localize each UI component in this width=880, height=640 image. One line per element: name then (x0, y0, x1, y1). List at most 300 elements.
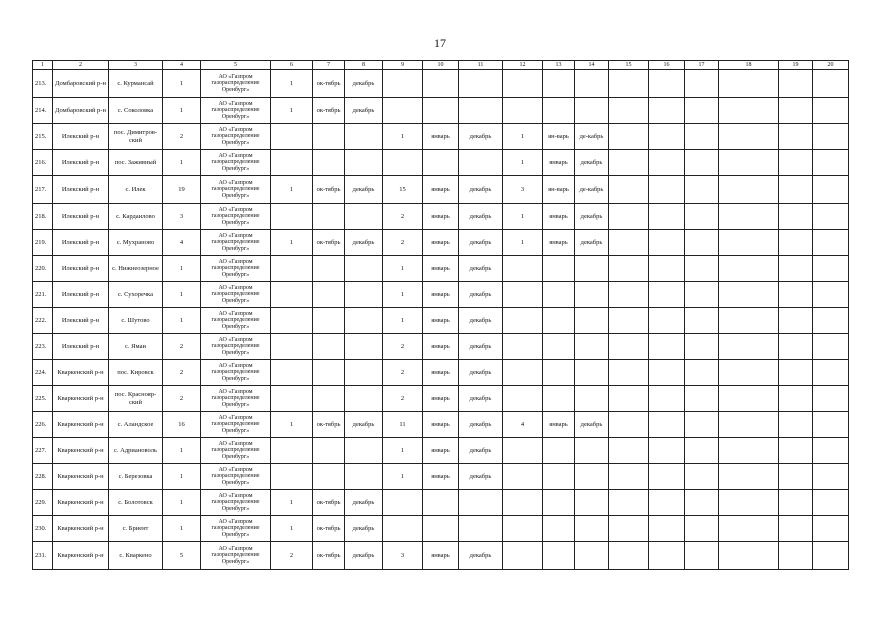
col14-cell: декабрь (575, 204, 609, 230)
col10-cell: январь (423, 230, 459, 256)
col14-cell (575, 438, 609, 464)
organization-cell: АО «Газпром газораспределение Оренбург» (201, 542, 271, 570)
col20-cell (813, 386, 849, 412)
col8-cell (345, 386, 383, 412)
col9-cell (383, 516, 423, 542)
col19-cell (779, 334, 813, 360)
col7-cell: ок-тябрь (313, 490, 345, 516)
table-row (33, 334, 849, 360)
col18-cell (719, 230, 779, 256)
col18-cell (719, 124, 779, 150)
col12-cell (503, 282, 543, 308)
col7-cell (313, 438, 345, 464)
col19-cell (779, 70, 813, 98)
col8-cell: декабрь (345, 176, 383, 204)
col18-cell (719, 386, 779, 412)
settlement-cell: с. Курмансай (109, 70, 163, 98)
col17-cell (685, 70, 719, 98)
district-cell: Кваркенский р-н (53, 490, 109, 516)
table-body (33, 70, 849, 570)
district-cell: Илекский р-н (53, 308, 109, 334)
row-number: 215. (33, 124, 53, 150)
row-number: 217. (33, 176, 53, 204)
col6-cell: 1 (271, 490, 313, 516)
col20-cell (813, 98, 849, 124)
column-header: 19 (779, 61, 813, 70)
col13-cell: январь (543, 412, 575, 438)
settlement-cell: пос. Димитров-ский (109, 124, 163, 150)
col10-cell: январь (423, 412, 459, 438)
col7-cell (313, 334, 345, 360)
col13-cell (543, 308, 575, 334)
col7-cell: ок-тябрь (313, 98, 345, 124)
district-cell: Илекский р-н (53, 282, 109, 308)
col15-cell (609, 282, 649, 308)
organization-cell: АО «Газпром газораспределение Оренбург» (201, 360, 271, 386)
col18-cell (719, 70, 779, 98)
count-cell: 1 (163, 438, 201, 464)
col6-cell: 2 (271, 542, 313, 570)
col9-cell: 1 (383, 308, 423, 334)
col17-cell (685, 464, 719, 490)
district-cell: Илекский р-н (53, 230, 109, 256)
table-row (33, 412, 849, 438)
col8-cell: декабрь (345, 516, 383, 542)
column-header: 20 (813, 61, 849, 70)
count-cell: 1 (163, 256, 201, 282)
organization-cell: АО «Газпром газораспределение Оренбург» (201, 334, 271, 360)
col15-cell (609, 360, 649, 386)
col7-cell (313, 256, 345, 282)
col18-cell (719, 438, 779, 464)
page-number: 17 (434, 36, 446, 50)
table-row (33, 230, 849, 256)
col10-cell: январь (423, 464, 459, 490)
organization-cell: АО «Газпром газораспределение Оренбург» (201, 282, 271, 308)
col11-cell: декабрь (459, 334, 503, 360)
col17-cell (685, 516, 719, 542)
table-row (33, 70, 849, 98)
col15-cell (609, 490, 649, 516)
col19-cell (779, 360, 813, 386)
district-cell: Кваркенский р-н (53, 464, 109, 490)
col17-cell (685, 542, 719, 570)
col15-cell (609, 150, 649, 176)
col10-cell: январь (423, 438, 459, 464)
organization-cell: АО «Газпром газораспределение Оренбург» (201, 98, 271, 124)
col13-cell (543, 464, 575, 490)
col20-cell (813, 124, 849, 150)
table-row (33, 150, 849, 176)
col19-cell (779, 386, 813, 412)
col10-cell (423, 150, 459, 176)
col6-cell (271, 308, 313, 334)
col14-cell: декабрь (575, 412, 609, 438)
column-header: 2 (53, 61, 109, 70)
col18-cell (719, 542, 779, 570)
col11-cell (459, 98, 503, 124)
col19-cell (779, 230, 813, 256)
settlement-cell: с. Болотовск (109, 490, 163, 516)
settlement-cell: с. Ямаи (109, 334, 163, 360)
col11-cell (459, 150, 503, 176)
count-cell: 1 (163, 490, 201, 516)
col10-cell: январь (423, 308, 459, 334)
col6-cell (271, 386, 313, 412)
row-number: 228. (33, 464, 53, 490)
col8-cell: декабрь (345, 542, 383, 570)
col11-cell: декабрь (459, 176, 503, 204)
col8-cell (345, 334, 383, 360)
organization-cell: АО «Газпром газораспределение Оренбург» (201, 150, 271, 176)
col19-cell (779, 124, 813, 150)
col18-cell (719, 282, 779, 308)
col11-cell: декабрь (459, 230, 503, 256)
district-cell: Илекский р-н (53, 204, 109, 230)
col18-cell (719, 334, 779, 360)
settlement-cell: пос. Краснояр-ский (109, 386, 163, 412)
col16-cell (649, 490, 685, 516)
col15-cell (609, 386, 649, 412)
table-row (33, 360, 849, 386)
col8-cell: декабрь (345, 490, 383, 516)
col15-cell (609, 70, 649, 98)
district-cell: Илекский р-н (53, 124, 109, 150)
col6-cell: 1 (271, 70, 313, 98)
organization-cell: АО «Газпром газораспределение Оренбург» (201, 516, 271, 542)
row-number: 230. (33, 516, 53, 542)
col14-cell (575, 70, 609, 98)
table-header (33, 61, 849, 70)
column-header: 3 (109, 61, 163, 70)
col8-cell (345, 282, 383, 308)
settlement-cell: с. Мухраново (109, 230, 163, 256)
col9-cell: 3 (383, 542, 423, 570)
col11-cell: декабрь (459, 282, 503, 308)
col20-cell (813, 230, 849, 256)
district-cell: Илекский р-н (53, 150, 109, 176)
col11-cell: декабрь (459, 438, 503, 464)
col9-cell: 1 (383, 124, 423, 150)
row-number: 220. (33, 256, 53, 282)
col9-cell: 1 (383, 282, 423, 308)
col9-cell (383, 70, 423, 98)
col7-cell: ок-тябрь (313, 176, 345, 204)
col16-cell (649, 386, 685, 412)
row-number: 222. (33, 308, 53, 334)
col6-cell (271, 464, 313, 490)
col7-cell: ок-тябрь (313, 412, 345, 438)
col12-cell (503, 70, 543, 98)
count-cell: 1 (163, 70, 201, 98)
column-header: 1 (33, 61, 53, 70)
col11-cell: декабрь (459, 412, 503, 438)
row-number: 213. (33, 70, 53, 98)
row-number: 223. (33, 334, 53, 360)
settlement-cell: с. Адриановоль (109, 438, 163, 464)
col9-cell: 2 (383, 360, 423, 386)
count-cell: 2 (163, 386, 201, 412)
col16-cell (649, 176, 685, 204)
col6-cell (271, 438, 313, 464)
row-number: 226. (33, 412, 53, 438)
organization-cell: АО «Газпром газораспределение Оренбург» (201, 438, 271, 464)
district-cell: Илекский р-н (53, 256, 109, 282)
column-header: 5 (201, 61, 271, 70)
col12-cell (503, 464, 543, 490)
settlement-cell: с. Бриент (109, 516, 163, 542)
col14-cell (575, 386, 609, 412)
col8-cell: декабрь (345, 70, 383, 98)
col8-cell (345, 464, 383, 490)
col9-cell: 2 (383, 386, 423, 412)
col8-cell (345, 204, 383, 230)
row-number: 218. (33, 204, 53, 230)
organization-cell: АО «Газпром газораспределение Оренбург» (201, 308, 271, 334)
table-row (33, 256, 849, 282)
col14-cell (575, 542, 609, 570)
column-header: 12 (503, 61, 543, 70)
col12-cell (503, 516, 543, 542)
col18-cell (719, 412, 779, 438)
col18-cell (719, 516, 779, 542)
col19-cell (779, 308, 813, 334)
col14-cell: декабрь (575, 150, 609, 176)
settlement-cell: с. Илек (109, 176, 163, 204)
col14-cell (575, 308, 609, 334)
col10-cell: январь (423, 256, 459, 282)
col13-cell (543, 438, 575, 464)
col8-cell (345, 360, 383, 386)
col13-cell (543, 256, 575, 282)
col15-cell (609, 412, 649, 438)
row-number: 221. (33, 282, 53, 308)
col13-cell (543, 334, 575, 360)
col20-cell (813, 204, 849, 230)
col7-cell: ок-тябрь (313, 230, 345, 256)
col10-cell: январь (423, 386, 459, 412)
settlement-cell: с. Сухоречка (109, 282, 163, 308)
col8-cell: декабрь (345, 412, 383, 438)
col8-cell: декабрь (345, 230, 383, 256)
column-header: 10 (423, 61, 459, 70)
col12-cell: 4 (503, 412, 543, 438)
col6-cell (271, 334, 313, 360)
col17-cell (685, 230, 719, 256)
col20-cell (813, 438, 849, 464)
col16-cell (649, 308, 685, 334)
col13-cell (543, 386, 575, 412)
col18-cell (719, 360, 779, 386)
col8-cell (345, 256, 383, 282)
organization-cell: АО «Газпром газораспределение Оренбург» (201, 464, 271, 490)
col9-cell: 15 (383, 176, 423, 204)
col12-cell: 1 (503, 230, 543, 256)
column-header: 11 (459, 61, 503, 70)
table-row (33, 516, 849, 542)
col9-cell (383, 490, 423, 516)
col15-cell (609, 204, 649, 230)
col13-cell: январь (543, 204, 575, 230)
col14-cell (575, 98, 609, 124)
col12-cell (503, 360, 543, 386)
count-cell: 1 (163, 308, 201, 334)
col16-cell (649, 282, 685, 308)
col9-cell: 1 (383, 256, 423, 282)
col8-cell: декабрь (345, 98, 383, 124)
col9-cell (383, 150, 423, 176)
col16-cell (649, 542, 685, 570)
col17-cell (685, 334, 719, 360)
col9-cell (383, 98, 423, 124)
table-row (33, 542, 849, 570)
settlement-cell: с. Нижнеозерное (109, 256, 163, 282)
col15-cell (609, 230, 649, 256)
district-cell: Кваркенский р-н (53, 386, 109, 412)
column-header: 4 (163, 61, 201, 70)
organization-cell: АО «Газпром газораспределение Оренбург» (201, 176, 271, 204)
col18-cell (719, 204, 779, 230)
col17-cell (685, 308, 719, 334)
table-row (33, 124, 849, 150)
col10-cell (423, 516, 459, 542)
table-row (33, 98, 849, 124)
col16-cell (649, 412, 685, 438)
col20-cell (813, 542, 849, 570)
col17-cell (685, 490, 719, 516)
table-row (33, 282, 849, 308)
district-cell: Домбаровский р-н (53, 70, 109, 98)
col16-cell (649, 438, 685, 464)
district-cell: Илекский р-н (53, 334, 109, 360)
col10-cell: январь (423, 176, 459, 204)
col18-cell (719, 98, 779, 124)
column-header: 6 (271, 61, 313, 70)
col10-cell: январь (423, 124, 459, 150)
col18-cell (719, 490, 779, 516)
col17-cell (685, 412, 719, 438)
col20-cell (813, 490, 849, 516)
col8-cell (345, 308, 383, 334)
col7-cell (313, 308, 345, 334)
col7-cell (313, 124, 345, 150)
col6-cell (271, 360, 313, 386)
row-number: 214. (33, 98, 53, 124)
col11-cell: декабрь (459, 124, 503, 150)
settlement-cell: с. Березовка (109, 464, 163, 490)
col15-cell (609, 334, 649, 360)
col10-cell: январь (423, 542, 459, 570)
district-cell: Кваркенский р-н (53, 516, 109, 542)
row-number: 219. (33, 230, 53, 256)
col15-cell (609, 516, 649, 542)
col14-cell (575, 360, 609, 386)
col6-cell: 1 (271, 176, 313, 204)
col10-cell: январь (423, 282, 459, 308)
organization-cell: АО «Газпром газораспределение Оренбург» (201, 256, 271, 282)
col16-cell (649, 256, 685, 282)
col12-cell (503, 98, 543, 124)
column-header: 18 (719, 61, 779, 70)
col16-cell (649, 230, 685, 256)
col6-cell (271, 124, 313, 150)
col14-cell: де-кабрь (575, 124, 609, 150)
col7-cell: ок-тябрь (313, 516, 345, 542)
col13-cell: ян-варь (543, 124, 575, 150)
col12-cell (503, 438, 543, 464)
organization-cell: АО «Газпром газораспределение Оренбург» (201, 386, 271, 412)
count-cell: 1 (163, 464, 201, 490)
col10-cell: январь (423, 334, 459, 360)
count-cell: 1 (163, 98, 201, 124)
col11-cell (459, 516, 503, 542)
table-row (33, 308, 849, 334)
col20-cell (813, 70, 849, 98)
col14-cell (575, 256, 609, 282)
col18-cell (719, 150, 779, 176)
col18-cell (719, 176, 779, 204)
col16-cell (649, 464, 685, 490)
col6-cell: 1 (271, 230, 313, 256)
col14-cell (575, 464, 609, 490)
col15-cell (609, 308, 649, 334)
col10-cell (423, 98, 459, 124)
col16-cell (649, 516, 685, 542)
col15-cell (609, 464, 649, 490)
col15-cell (609, 438, 649, 464)
col9-cell: 1 (383, 438, 423, 464)
col10-cell (423, 70, 459, 98)
organization-cell: АО «Газпром газораспределение Оренбург» (201, 70, 271, 98)
col6-cell: 1 (271, 412, 313, 438)
column-header: 17 (685, 61, 719, 70)
col18-cell (719, 308, 779, 334)
col10-cell (423, 490, 459, 516)
col6-cell (271, 204, 313, 230)
header-row (33, 61, 849, 70)
col19-cell (779, 438, 813, 464)
col13-cell (543, 98, 575, 124)
col14-cell: де-кабрь (575, 176, 609, 204)
col20-cell (813, 464, 849, 490)
col17-cell (685, 176, 719, 204)
settlement-cell: с. Кардаилово (109, 204, 163, 230)
col11-cell: декабрь (459, 464, 503, 490)
col12-cell (503, 490, 543, 516)
col11-cell (459, 490, 503, 516)
col11-cell: декабрь (459, 360, 503, 386)
count-cell: 5 (163, 542, 201, 570)
count-cell: 16 (163, 412, 201, 438)
col9-cell: 2 (383, 334, 423, 360)
col19-cell (779, 282, 813, 308)
col13-cell (543, 516, 575, 542)
col7-cell (313, 150, 345, 176)
col12-cell (503, 542, 543, 570)
settlement-cell: с. Соколовка (109, 98, 163, 124)
col19-cell (779, 490, 813, 516)
col7-cell (313, 282, 345, 308)
col19-cell (779, 464, 813, 490)
col6-cell (271, 256, 313, 282)
col17-cell (685, 386, 719, 412)
count-cell: 2 (163, 124, 201, 150)
col13-cell: ян-варь (543, 176, 575, 204)
organization-cell: АО «Газпром газораспределение Оренбург» (201, 412, 271, 438)
schedule-table (32, 60, 849, 570)
organization-cell: АО «Газпром газораспределение Оренбург» (201, 230, 271, 256)
col16-cell (649, 360, 685, 386)
